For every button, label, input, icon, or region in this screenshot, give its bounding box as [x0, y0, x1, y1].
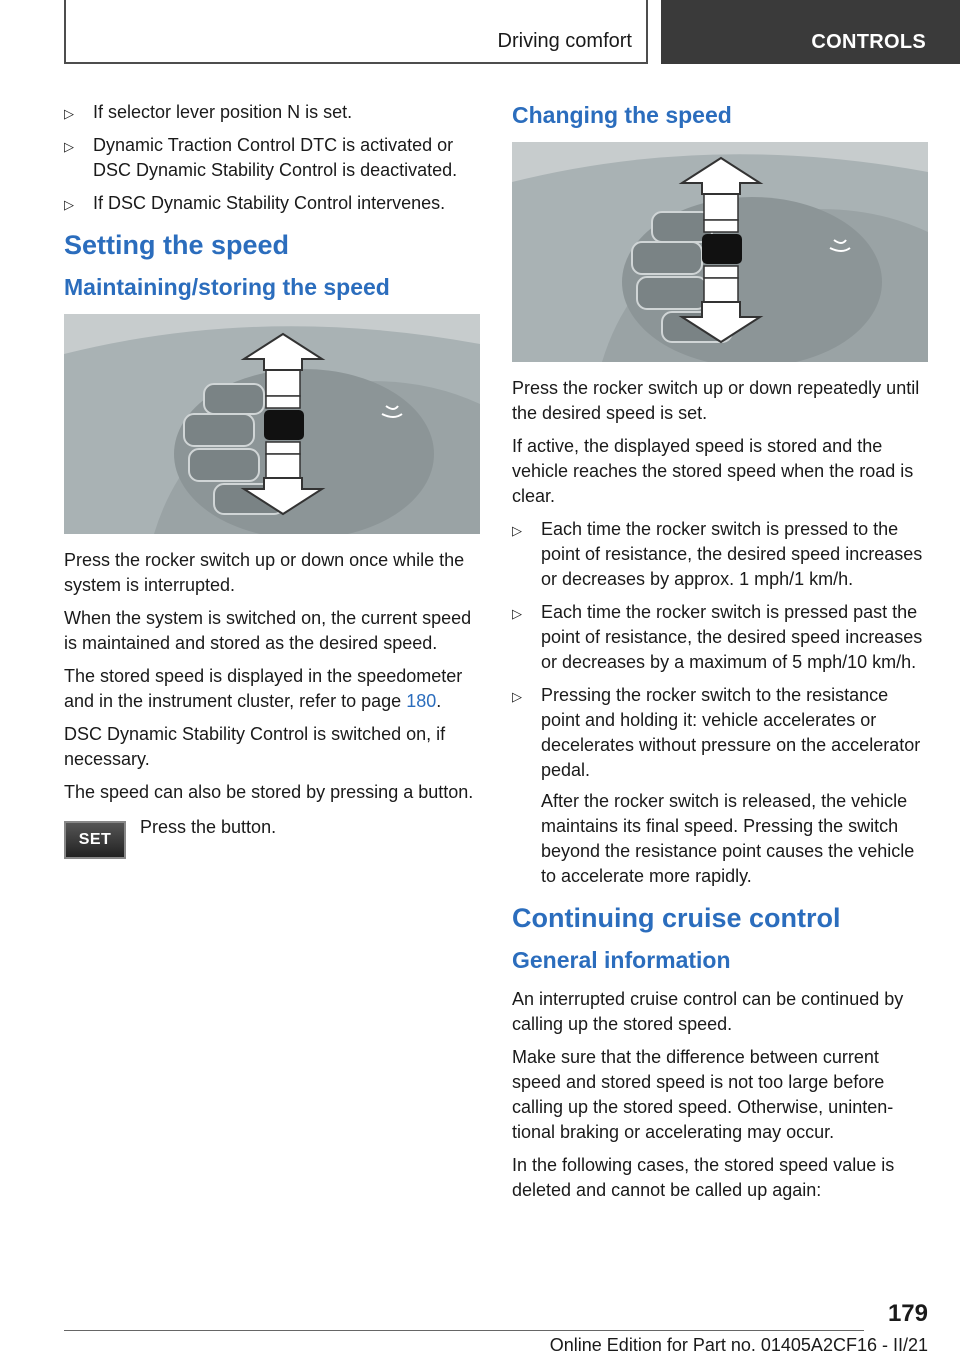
set-button-row	[64, 815, 480, 859]
paragraph: Press the rocker switch up or down repeatedly until the desired speed is set.	[512, 378, 920, 423]
list-item: ▷ Each time the rocker switch is pressed to the point of resistance, the desired speed increases or decreases by approx. 1 mph/1 km/h.	[512, 519, 923, 589]
list-item: ▷ Pressing the rocker switch to the resistance point and holding it: vehicle accelerates or decelerates without pressure on the accelerator pedal. After the rocker switch is released, the vehicle maintains its final speed. Pressing the switch beyond the resistance point causes the vehicle to accelerate more rapidly.	[512, 683, 928, 889]
subheading-changing-the-speed: Changing the speed	[512, 102, 732, 128]
triangle-right-icon: ▷	[64, 139, 74, 154]
right-column	[512, 100, 928, 1211]
header-section-title: Driving comfort	[497, 30, 632, 52]
bullet-continuation: After the rocker switch is released, the vehicle maintains its final speed. Pressing the switch beyond the resistance point causes the vehicle to accelerate more rapidly.	[541, 791, 915, 886]
steering-wheel-rocker-illustration	[512, 142, 928, 362]
paragraph: The stored speed is displayed in the speedometer and in the instrument cluster, refer to page 180.	[64, 666, 463, 711]
paragraph: Press the rocker switch up or down once while the system is interrupted.	[64, 550, 465, 595]
header-chapter-title: CONTROLS	[811, 31, 926, 53]
header-chapter-tab	[661, 0, 960, 64]
left-column	[64, 100, 480, 859]
paragraph: If active, the displayed speed is stored and the vehicle reaches the stored speed when the road is clear.	[512, 436, 914, 506]
paragraph: When the system is switched on, the current speed is maintained and stored as the desired speed.	[64, 608, 472, 653]
subheading-general-information: General information	[512, 947, 731, 973]
triangle-right-icon: ▷	[512, 606, 522, 621]
list-item: ▷ Dynamic Traction Control DTC is activated or DSC Dynamic Stability Control is deactivated.	[64, 135, 458, 180]
subheading-maintaining-storing: Maintaining/storing the speed	[64, 274, 390, 300]
triangle-right-icon: ▷	[64, 197, 74, 212]
paragraph: The speed can also be stored by pressing a button.	[64, 782, 474, 802]
paragraph: DSC Dynamic Stability Control is switched on, if necessary.	[64, 724, 446, 769]
heading-continuing-cruise-control: Continuing cruise control	[512, 903, 841, 933]
page-number: 179	[887, 1300, 928, 1327]
right-bullet-list	[512, 517, 928, 889]
header-section-box	[64, 0, 648, 64]
paragraph: An interrupted cruise control can be continued by calling up the stored speed.	[512, 989, 904, 1034]
footer-edition: Online Edition for Part no. 01405A2CF16 - II/21	[549, 1335, 928, 1355]
page-reference-link[interactable]: 180	[406, 691, 437, 711]
paragraph: Make sure that the difference between current speed and stored speed is not too large before calling up the stored speed. Otherwise, unintentional braking or accelerating may occur.	[512, 1047, 894, 1142]
steering-wheel-figure	[512, 142, 928, 362]
heading-setting-the-speed: Setting the speed	[64, 230, 290, 260]
list-item: ▷ Each time the rocker switch is pressed past the point of resistance, the desired speed increases or decreases by a maximum of 5 mph/10 km/h.	[512, 602, 923, 672]
set-button-instruction: Press the button.	[140, 817, 277, 837]
left-bullet-list	[64, 100, 480, 216]
triangle-right-icon: ▷	[64, 106, 74, 121]
triangle-right-icon: ▷	[512, 689, 522, 704]
footer-divider	[64, 1330, 864, 1331]
set-button-icon: SET	[64, 821, 126, 859]
triangle-right-icon: ▷	[512, 523, 522, 538]
steering-wheel-figure	[64, 314, 480, 534]
steering-wheel-rocker-illustration	[64, 314, 480, 534]
paragraph: In the following cases, the stored speed value is deleted and cannot be called up again:	[512, 1155, 895, 1200]
list-item: ▷ If DSC Dynamic Stability Control intervenes.	[64, 191, 480, 216]
list-item: ▷ If selector lever position N is set.	[64, 100, 480, 125]
